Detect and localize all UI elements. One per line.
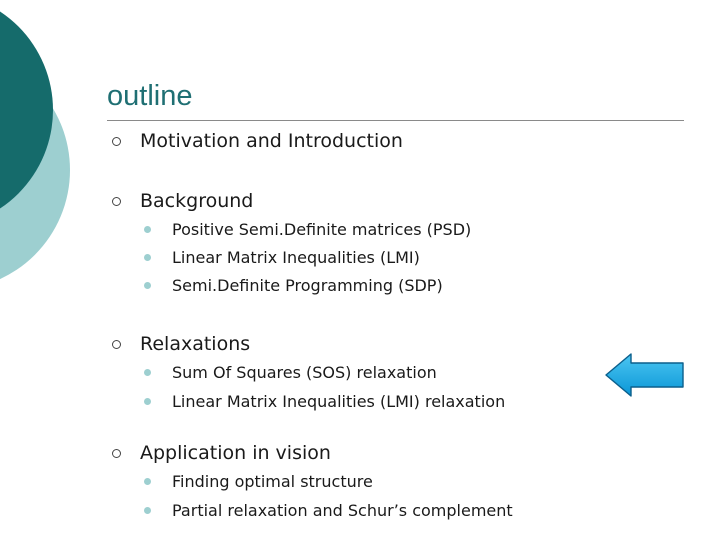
list-item [144, 271, 471, 300]
list-item-label: Positive Semi.Definite matrices (PSD) [172, 220, 472, 239]
section-label: Background [140, 190, 254, 212]
list-item-label: Linear Matrix Inequalities (LMI) relaxation [172, 392, 506, 411]
dot-bullet-icon [144, 282, 151, 289]
section-label: Relaxations [140, 333, 251, 355]
ring-bullet-icon [112, 197, 121, 206]
list-item [144, 244, 471, 271]
list-item-label: Finding optimal structure [172, 472, 373, 491]
list-item-label: Semi.Definite Programming (SDP) [172, 276, 443, 295]
ring-bullet-icon [112, 137, 121, 146]
list-item [144, 215, 471, 244]
section-background [112, 190, 471, 300]
section-motivation [112, 130, 403, 152]
dot-bullet-icon [144, 478, 151, 485]
section-label: Application in vision [140, 442, 331, 464]
section-application [112, 442, 513, 525]
list-item-label: Linear Matrix Inequalities (LMI) [172, 248, 420, 267]
list-item-label: Partial relaxation and Schur’s complement [172, 501, 513, 520]
dot-bullet-icon [144, 254, 151, 261]
dot-bullet-icon [144, 226, 151, 233]
left-arrow-icon [604, 352, 686, 398]
dot-bullet-icon [144, 398, 151, 405]
dot-bullet-icon [144, 369, 151, 376]
ring-bullet-icon [112, 340, 121, 349]
section-relaxations [112, 333, 505, 416]
ring-bullet-icon [112, 449, 121, 458]
title-underline [107, 120, 684, 121]
dot-bullet-icon [144, 507, 151, 514]
list-item [144, 358, 505, 387]
list-item [144, 496, 513, 525]
list-item [144, 387, 505, 416]
slide-title: outline [107, 80, 193, 112]
list-item-label: Sum Of Squares (SOS) relaxation [172, 363, 437, 382]
section-label: Motivation and Introduction [140, 130, 403, 152]
decorative-circles [0, 0, 80, 290]
list-item [144, 467, 513, 496]
